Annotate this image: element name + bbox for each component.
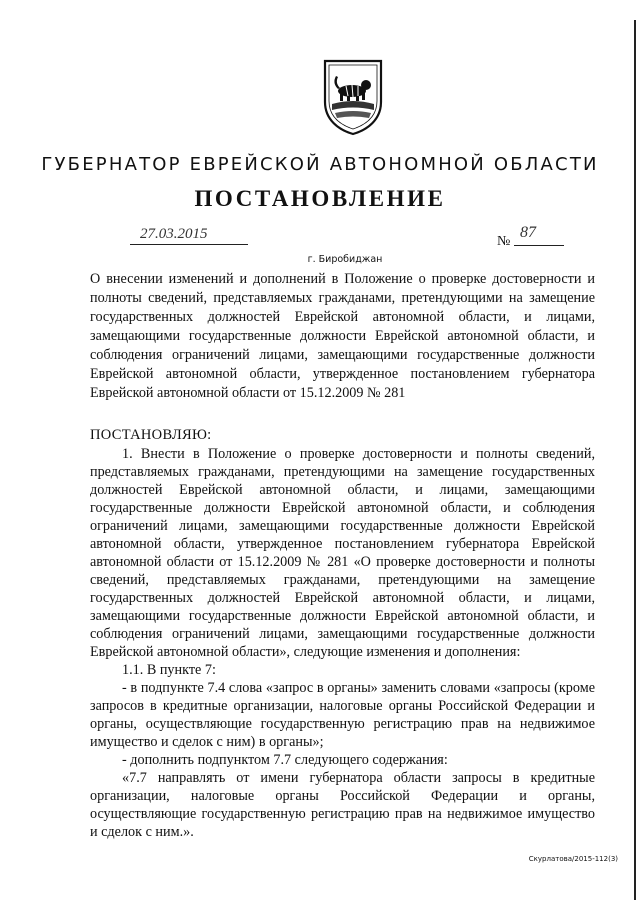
paragraph-1-1: 1.1. В пункте 7:	[122, 662, 216, 678]
number-label: №	[497, 234, 511, 249]
number-underline	[514, 245, 564, 246]
handwritten-number: 87	[520, 224, 536, 241]
document-type: ПОСТАНОВЛЕНИЕ	[194, 186, 446, 211]
paragraph-1: 1. Внести в Положение о проверке достоверности и полноты сведений, представляемых гражданами, претендующими на замещение государственных должностей Еврейской автономной области, и лицами, замещающими государственные должности Еврейской автономной области, и соблюдения ограничений лицами, замещающими государственные должности Еврейской автономной области, утвержденное постановлением губернатора Еврейской автономной области от 15.12.2009 № 281 «О проверке достоверности и полноты сведений, представляемых гражданами, претендующими на замещение государственных должностей Еврейской автономной области, и лицами, замещающими государственные должности Еврейской автономной области, и соблюдения ограничений лицами, замещающими государственные должности Еврейской автономной области», следующие изменения и дополнения:	[90, 446, 595, 660]
document-subject: О внесении изменений и дополнений в Положение о проверке достоверности и полноты сведений, представляемых гражданами, претендующими на замещение государственных должностей Еврейской автономной области, и лицами, замещающими государственные должности Еврейской автономной области, и соблюдения ограничений лицами, замещающими государственные должности Еврейской автономной области, утвержденное постановлением губернатора Еврейской автономной области от 15.12.2009 № 281	[90, 271, 595, 401]
date-underline	[130, 244, 248, 245]
coat-of-arms-emblem	[322, 58, 384, 136]
governor-title: ГУБЕРНАТОР ЕВРЕЙСКОЙ АВТОНОМНОЙ ОБЛАСТИ	[41, 154, 599, 175]
handwritten-date: 27.03.2015	[140, 226, 208, 242]
footer-code: Скурлатова/2015-112(3)	[528, 855, 618, 863]
document-body	[90, 445, 595, 841]
scan-edge	[634, 20, 636, 900]
city-line: г. Биробиджан	[307, 254, 383, 265]
paragraph-7-7-text: «7.7 направлять от имени губернатора области запросы в кредитные организации, налоговые органы Российской Федерации и органы, осуществляющие государственную регистрацию прав на недвижимое имущество и сделок с ним.».	[90, 770, 595, 840]
paragraph-7-4-change: - в подпункте 7.4 слова «запрос в органы» заменить словами «запросы (кроме запросов в кредитные организации, налоговые органы Российской Федерации и органы, осуществляющие государственную регистрацию прав на недвижимое имущество и сделок с ним) в органы»;	[90, 680, 595, 750]
paragraph-7-7-add: - дополнить подпунктом 7.7 следующего содержания:	[122, 752, 448, 768]
decree-word: ПОСТАНОВЛЯЮ:	[90, 427, 212, 443]
